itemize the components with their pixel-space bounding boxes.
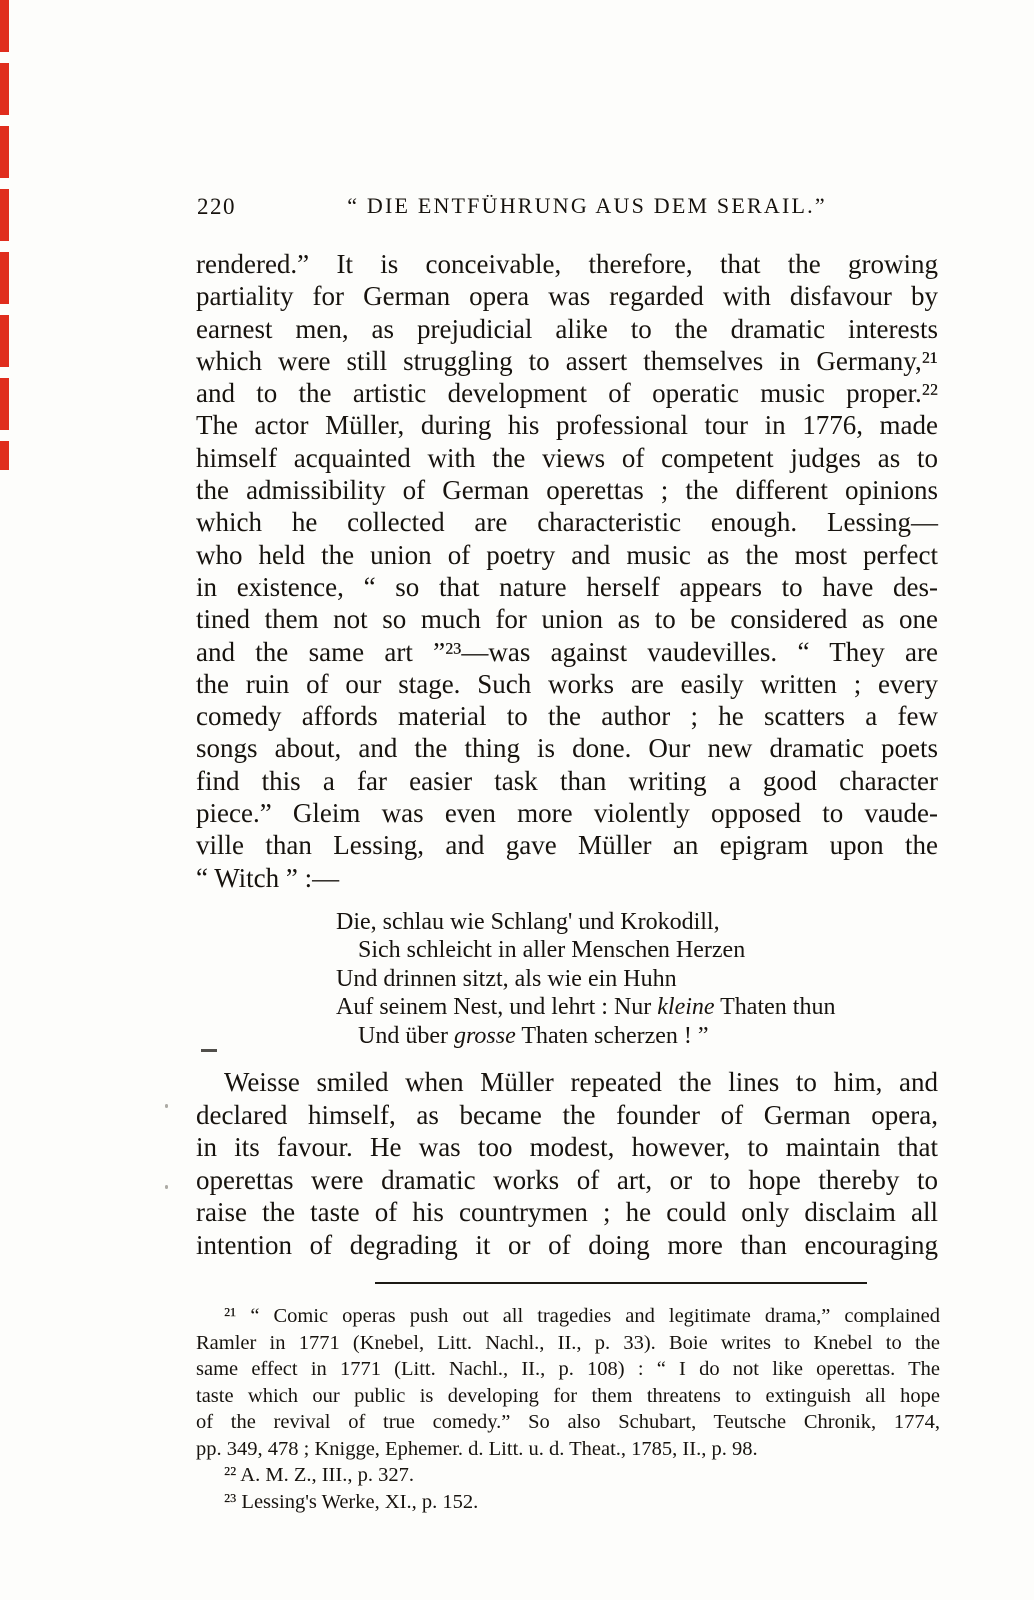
text-line bbox=[336, 1022, 906, 1050]
italic-text-segment: kleine bbox=[657, 994, 715, 1021]
text-line: of the revival of true comedy.” So also Schubart, Teutsche Chronik, 1774, bbox=[196, 1411, 940, 1433]
text-line: in existence, “ so that nature herself appears to have des- bbox=[196, 571, 938, 602]
epigram-poem bbox=[336, 908, 906, 1050]
text-line: songs about, and the thing is done. Our new dramatic poets bbox=[196, 733, 938, 764]
scan-speck bbox=[165, 1104, 168, 1108]
text-line: pp. 349, 478 ; Knigge, Ephemer. d. Litt. u. d. Theat., 1785, II., p. 98. bbox=[196, 1437, 758, 1460]
text-segment: Auf seinem Nest, und lehrt : Nur bbox=[336, 994, 658, 1021]
running-header-title: “ DIE ENTFÜHRUNG AUS DEM SERAIL.” bbox=[347, 193, 827, 218]
text-line bbox=[336, 993, 906, 1021]
footnotes-block bbox=[196, 1303, 940, 1515]
text-line: “ Witch ” :— bbox=[196, 862, 340, 893]
text-line: piece.” Gleim was even more violently opposed to vaude- bbox=[196, 798, 938, 829]
text-line: partiality for German opera was regarded with disfavour by bbox=[196, 281, 938, 312]
text-line: which he collected are characteristic enough. Lessing— bbox=[196, 507, 938, 538]
text-line: and the same art ”²³—was against vaudevilles. “ They are bbox=[196, 636, 938, 667]
italic-text-segment: grosse bbox=[453, 1022, 516, 1049]
text-line: ²³ Lessing's Werke, XI., p. 152. bbox=[224, 1490, 479, 1513]
body-paragraph-2 bbox=[196, 1066, 938, 1261]
text-segment: Thaten thun bbox=[714, 994, 836, 1021]
text-line: the ruin of our stage. Such works are easily written ; every bbox=[196, 668, 938, 699]
text-line: operettas were dramatic works of art, or to hope thereby to bbox=[196, 1164, 938, 1195]
text-line: The actor Müller, during his professional tour in 1776, made bbox=[196, 410, 938, 441]
text-line: who held the union of poetry and music as the most perfect bbox=[196, 539, 938, 570]
text-line: Weisse smiled when Müller repeated the lines to him, and bbox=[224, 1067, 938, 1097]
text-line bbox=[336, 965, 906, 993]
text-segment: Und drinnen sitzt, als wie ein Huhn bbox=[336, 965, 677, 992]
text-line: Ramler in 1771 (Knebel, Litt. Nachl., II., p. 33). Boie writes to Knebel to the bbox=[196, 1331, 940, 1354]
text-line: which were still struggling to assert themselves in Germany,²¹ bbox=[196, 345, 938, 376]
text-line: declared himself, as became the founder of German opera, bbox=[196, 1099, 938, 1130]
text-line: and to the artistic development of operatic music proper.²² bbox=[196, 378, 938, 409]
text-line: same effect in 1771 (Litt. Nachl., II., p. 108) : “ I do not like operettas. The bbox=[196, 1358, 940, 1380]
text-segment: Und über bbox=[358, 1022, 454, 1049]
text-segment: Die, schlau wie Schlang' und Krokodill, bbox=[336, 909, 720, 935]
scan-edge-marks bbox=[0, 0, 9, 470]
text-line: ²¹ “ Comic operas push out all tragedies and legitimate drama,” complained bbox=[224, 1305, 940, 1327]
text-line: earnest men, as prejudicial alike to the dramatic interests bbox=[196, 313, 938, 344]
text-line: tined them not so much for union as to be considered as one bbox=[196, 604, 938, 635]
text-line: raise the taste of his countrymen ; he could only disclaim all bbox=[196, 1197, 938, 1227]
text-line: ville than Lessing, and gave Müller an epigram upon the bbox=[196, 830, 938, 861]
text-line: taste which our public is developing for them threatens to extinguish all hope bbox=[196, 1384, 940, 1407]
text-line bbox=[336, 908, 906, 936]
footnote-separator-rule bbox=[375, 1282, 867, 1284]
text-segment: Thaten scherzen ! ” bbox=[515, 1022, 709, 1049]
text-line: find this a far easier task than writing a good character bbox=[196, 765, 938, 796]
print-artifact-dash bbox=[201, 1049, 217, 1052]
text-line: intention of degrading it or of doing more than encouraging bbox=[196, 1229, 938, 1260]
text-line: comedy affords material to the author ; he scatters a few bbox=[196, 701, 938, 732]
text-line: ²² A. M. Z., III., p. 327. bbox=[224, 1464, 414, 1486]
text-line bbox=[336, 936, 906, 964]
page-number: 220 bbox=[197, 194, 236, 219]
text-line: the admissibility of German operettas ; the different opinions bbox=[196, 475, 938, 506]
body-paragraph-1 bbox=[196, 248, 938, 894]
text-line: in its favour. He was too modest, however, to maintain that bbox=[196, 1132, 938, 1162]
text-line: rendered.” It is conceivable, therefore, that the growing bbox=[196, 249, 938, 279]
scan-speck bbox=[165, 1185, 168, 1189]
text-segment: Sich schleicht in aller Menschen Herzen bbox=[358, 937, 746, 964]
text-line: himself acquainted with the views of competent judges as to bbox=[196, 442, 938, 473]
